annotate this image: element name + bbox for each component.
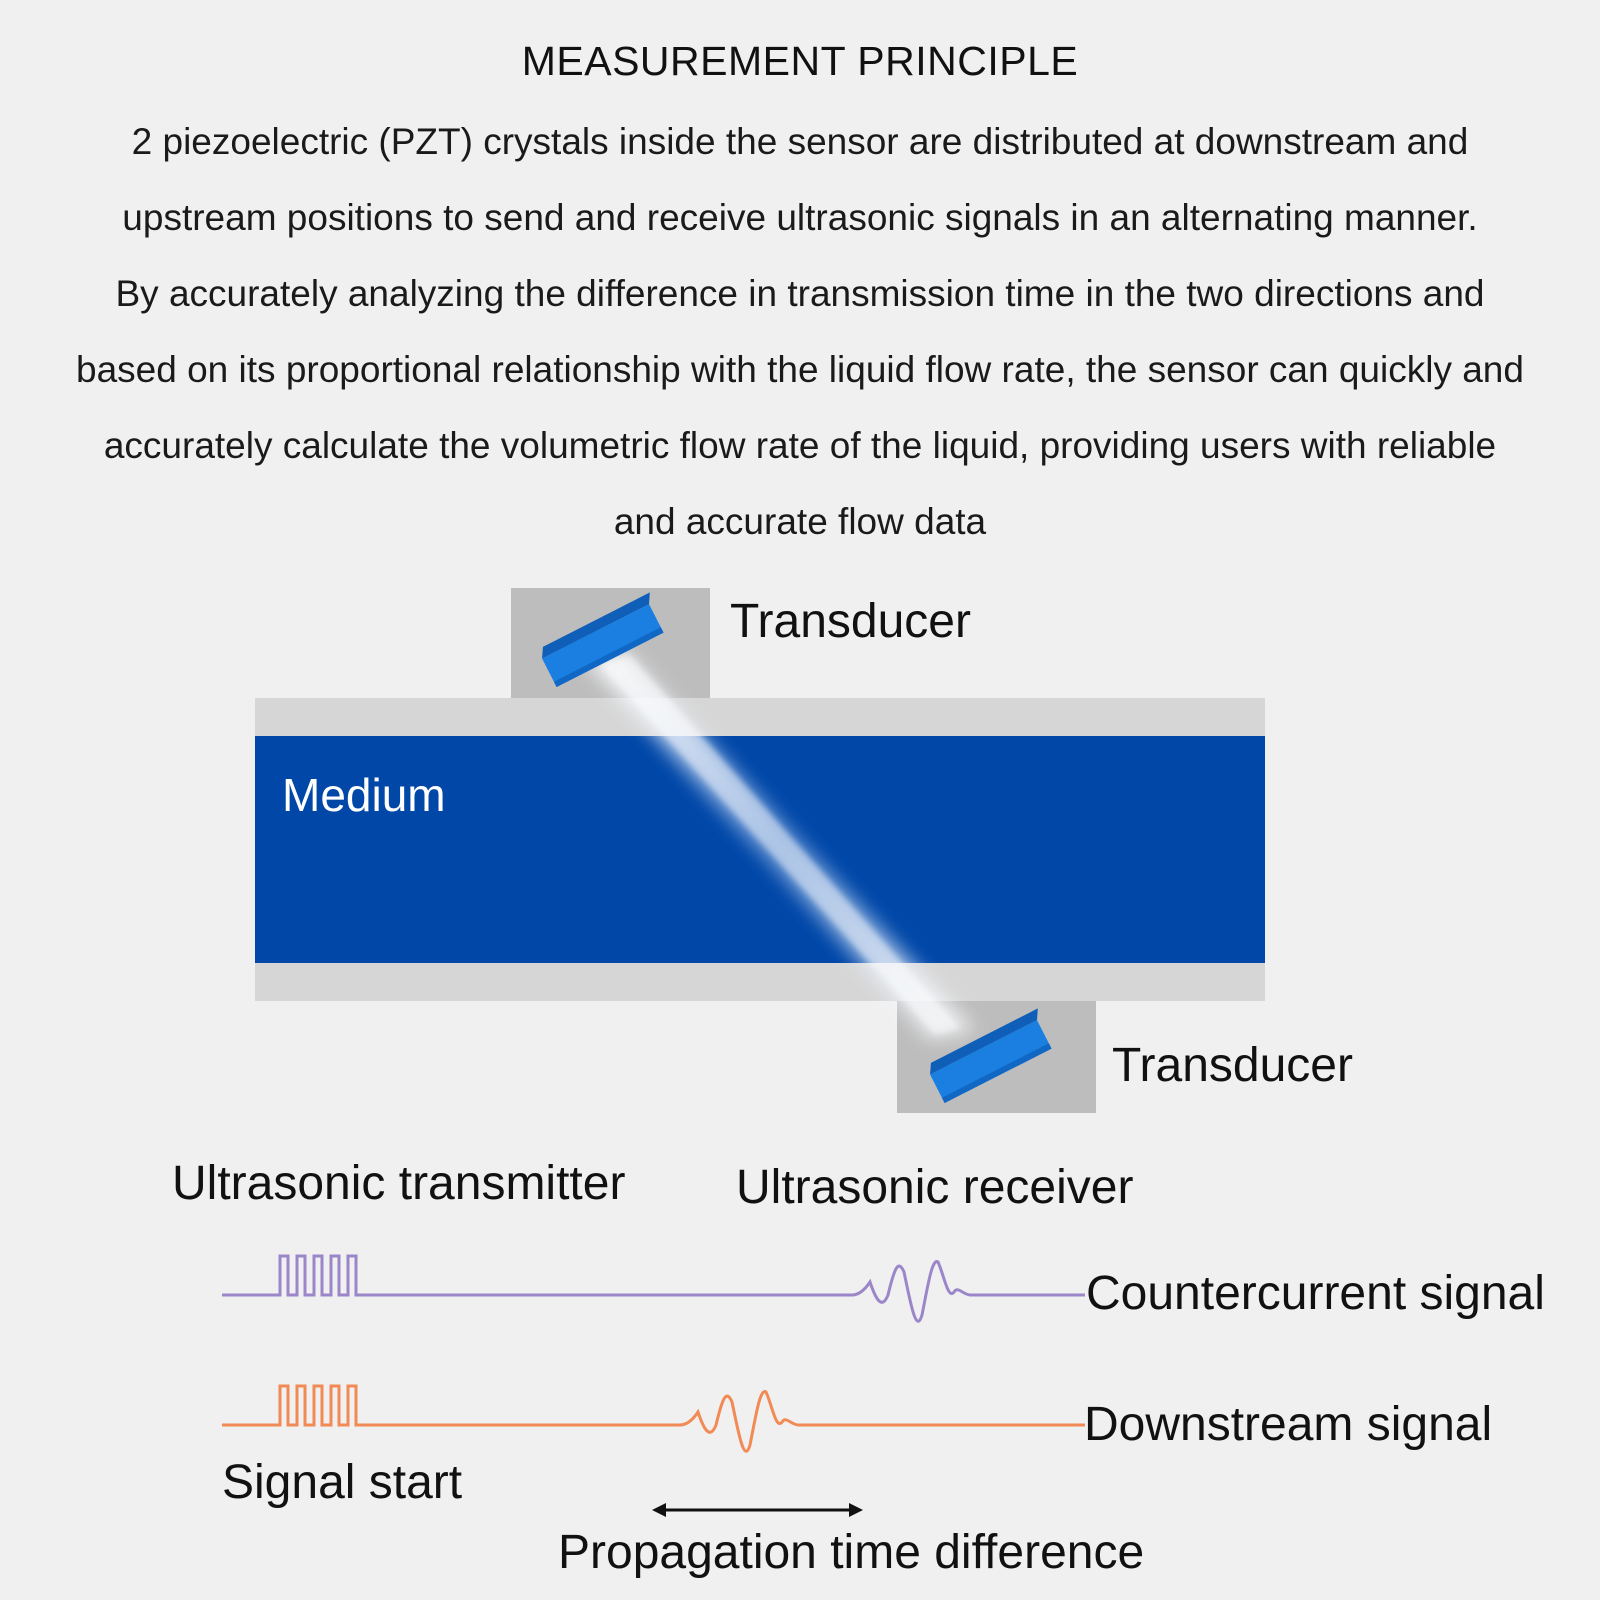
propagation-time-difference-label: Propagation time difference — [558, 1526, 1145, 1579]
description-line: and accurate flow data — [613, 501, 987, 542]
ultrasonic-receiver-label: Ultrasonic receiver — [736, 1161, 1134, 1214]
description-line: 2 piezoelectric (PZT) crystals inside the sensor are distributed at downstream and — [131, 121, 1469, 162]
time-difference-arrow — [652, 1503, 863, 1517]
description-line: By accurately analyzing the difference in transmission time in the two directions and — [115, 273, 1485, 314]
ultrasonic-transmitter-label: Ultrasonic transmitter — [172, 1157, 626, 1210]
transducer-top-label: Transducer — [730, 595, 971, 648]
countercurrent-signal-line — [222, 1256, 1085, 1321]
medium-label: Medium — [282, 769, 446, 821]
description-line: upstream positions to send and receive ultrasonic signals in an alternating manner. — [122, 197, 1478, 238]
countercurrent-signal-label: Countercurrent signal — [1086, 1267, 1545, 1320]
page-title: MEASUREMENT PRINCIPLE — [521, 38, 1079, 84]
transducer-bottom-label: Transducer — [1112, 1039, 1353, 1092]
description-line: accurately calculate the volumetric flow rate of the liquid, providing users with reliable — [103, 425, 1497, 466]
downstream-signal-label: Downstream signal — [1084, 1398, 1493, 1451]
downstream-signal-line — [222, 1386, 1085, 1451]
pipe-wall-top — [255, 698, 1265, 736]
pipe-wall-bottom — [255, 963, 1265, 1001]
description-line: based on its proportional relationship with the liquid flow rate, the sensor can quickly and — [76, 349, 1524, 390]
signal-start-label: Signal start — [222, 1456, 463, 1509]
